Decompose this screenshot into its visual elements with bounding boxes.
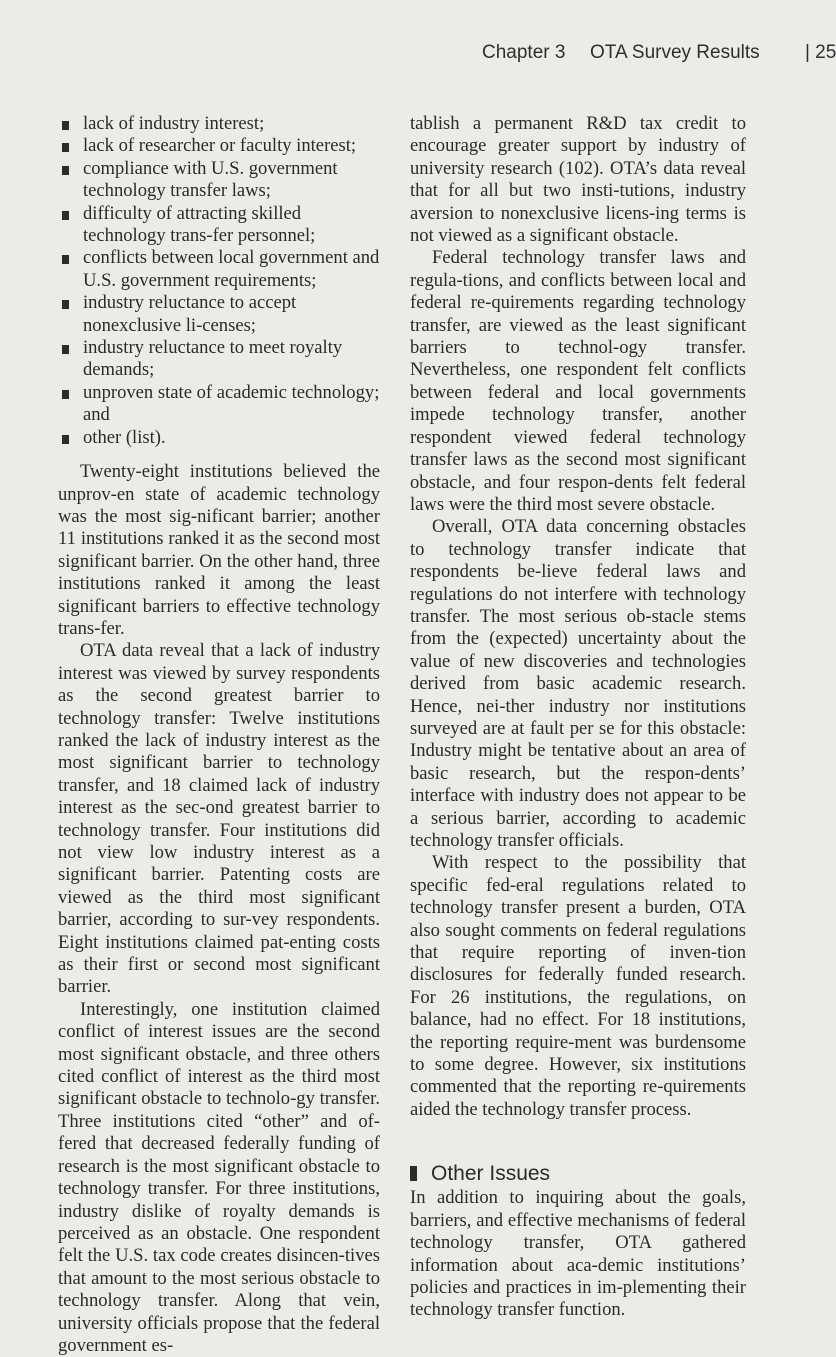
list-item: difficulty of attracting skilled technology trans-fer personnel;: [58, 203, 380, 248]
chapter-label: Chapter 3: [482, 42, 566, 63]
list-item: lack of industry interest;: [58, 113, 380, 135]
section-heading-text: Other Issues: [431, 1162, 551, 1186]
body-paragraph: With respect to the possibility that specific fed-eral regulations related to technology transfer present a burden, OTA also sought comments on federal regulations that require reporting of inven-tion disclosures for federally funded research. For 26 institutions, the regulations, on balance, had no effect. For 18 institutions, the reporting require-ment was burdensome to some degree. However, six institutions commented that the reporting re-quirements aided the technology transfer process.: [410, 852, 746, 1120]
barrier-list: [58, 113, 380, 449]
list-item: unproven state of academic technology; and: [58, 382, 380, 427]
list-item: lack of researcher or faculty interest;: [58, 135, 380, 157]
body-paragraph: In addition to inquiring about the goals, barriers, and effective mechanisms of federal technology transfer, OTA gathered information about aca-demic institutions’ policies and practices in im-plementing their technology transfer function.: [410, 1187, 746, 1321]
chapter-title: OTA Survey Results: [590, 42, 760, 63]
body-paragraph: Interestingly, one institution claimed conflict of interest issues are the second most significant obstacle, and three others cited conflict of interest as the third most significant obstacle to technolo-gy transfer. Three institutions cited “other” and of-fered that decreased federally funding of research is the most significant obstacle to technology transfer. For three institutions, industry dislike of royalty demands is perceived as an obstacle. One respondent felt the U.S. tax code creates disincen-tives that amount to the most serious obstacle to technology transfer. Along that vein, university officials propose that the federal government es-: [58, 998, 380, 1356]
running-header: [482, 42, 836, 64]
body-paragraph: Twenty-eight institutions believed the unprov-en state of academic technology was the most sig-nificant barrier; another 11 institutions ranked it as the second most significant barrier. On the other hand, three institutions ranked it among the least significant barriers to effective technology trans-fer.: [58, 461, 380, 639]
header-separator: |: [804, 42, 810, 63]
body-paragraph: Overall, OTA data concerning obstacles to technology transfer indicate that respondents be-lieve federal laws and regulations do not interfere with technology transfer. The most serious ob-stacle stems from the (expected) uncertainty about the value of new discoveries and technologies derived from basic academic research. Hence, nei-ther industry nor institutions surveyed are at fault per se for this obstacle: Industry might be tentative about an area of basic research, but the respon-dents’ interface with industry does not appear to be a serious barrier, according to academic technology transfer officials.: [410, 516, 746, 851]
list-item: industry reluctance to meet royalty demands;: [58, 337, 380, 382]
section-marker-icon: [410, 1166, 417, 1181]
list-item: industry reluctance to accept nonexclusive li-censes;: [58, 292, 380, 337]
list-item: compliance with U.S. government technology transfer laws;: [58, 158, 380, 203]
body-paragraph: tablish a permanent R&D tax credit to encourage greater support by industry of university research (102). OTA’s data reveal that for all but two insti-tutions, industry aversion to nonexclusive licens-ing terms is not viewed as a significant obstacle.: [410, 113, 746, 247]
left-column: [58, 113, 380, 1357]
page-number: 25: [815, 42, 836, 63]
list-item: other (list).: [58, 427, 380, 449]
body-paragraph: Federal technology transfer laws and regula-tions, and conflicts between local and federal re-quirements regarding technology transfer, are viewed as the least significant barriers to technol-ogy transfer. Nevertheless, one respondent felt conflicts between federal and local governments impede technology transfer, another respondent viewed federal technology transfer laws as the second most significant obstacle, and four respon-dents felt federal laws were the third most severe obstacle.: [410, 247, 746, 515]
right-column: [410, 113, 746, 1322]
body-paragraph: OTA data reveal that a lack of industry interest was viewed by survey respondents as the second greatest barrier to technology transfer: Twelve institutions ranked the lack of industry interest as the most significant barrier to technology transfer, and 18 claimed lack of industry interest as the sec-ond greatest barrier to technology transfer. Four institutions did not view low industry interest as a significant barrier. Patenting costs are viewed as the third most significant barrier, according to sur-vey respondents. Eight institutions claimed pat-enting costs as their first or second most significant barrier.: [58, 640, 380, 998]
list-item: conflicts between local government and U.S. government requirements;: [58, 247, 380, 292]
section-heading: [410, 1161, 746, 1187]
